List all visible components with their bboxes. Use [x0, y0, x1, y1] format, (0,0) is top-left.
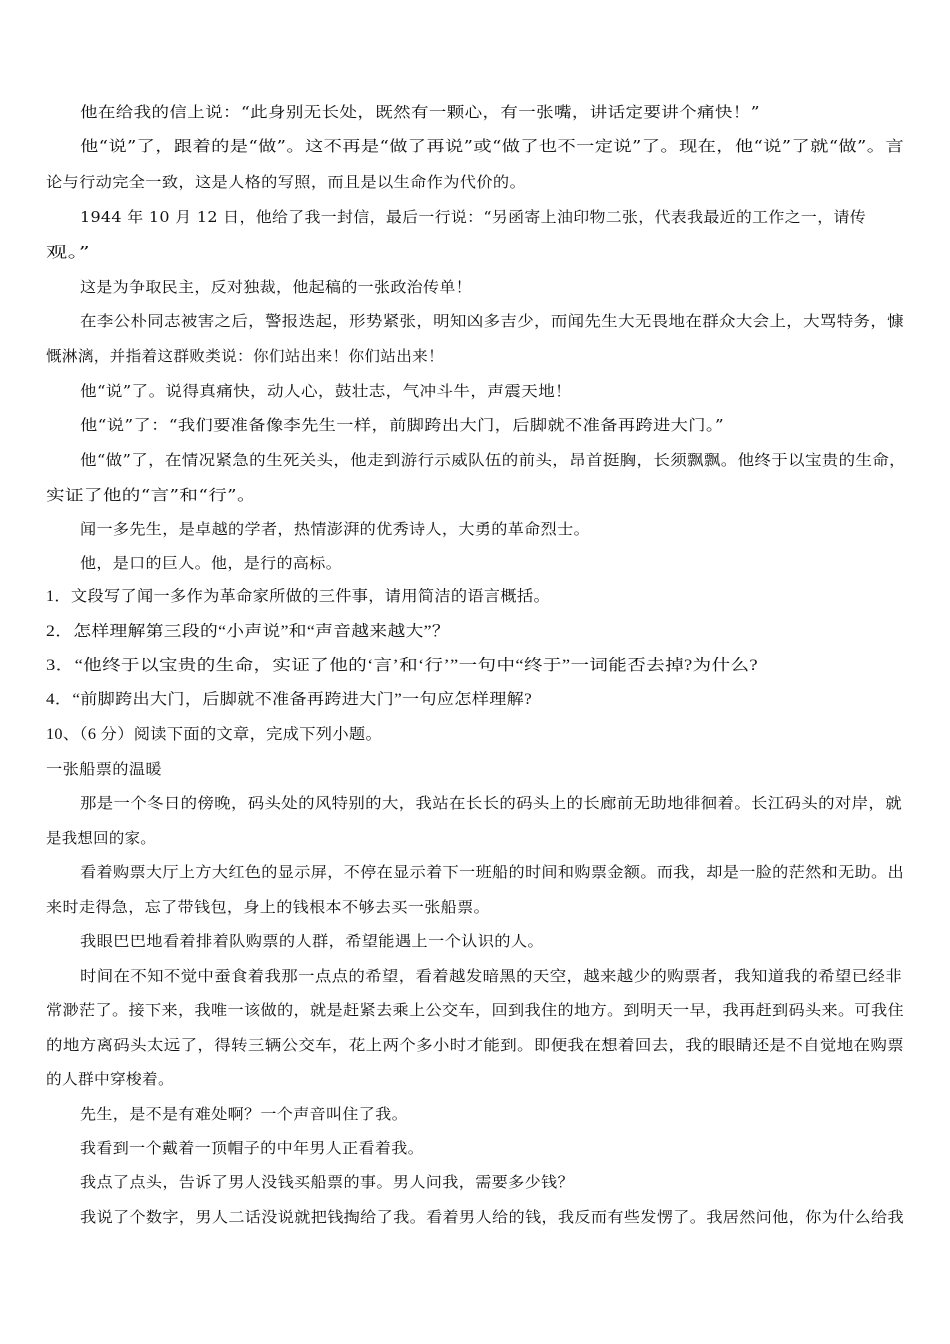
text-line: 1944 年 10 月 12 日，他给了我一封信，最后一行说：“另函寄上油印物二张，代表我最近的工作之一，请传: [80, 208, 866, 226]
text-line: 4．“前脚跨出大门，后脚就不准备再跨进大门”一句应怎样理解?: [46, 691, 532, 708]
text-line: 看着购票大厅上方大红色的显示屏，不停在显示着下一班船的时间和购票金额。而我，却是一脸的茫然和无助。出: [80, 863, 904, 881]
text-line: 是我想回的家。: [46, 829, 156, 847]
text-line: 闻一多先生，是卓越的学者，热情澎湃的优秀诗人，大勇的革命烈士。: [80, 520, 590, 538]
text-line: 我眼巴巴地看着排着队购票的人群，希望能遇上一个认识的人。: [80, 932, 544, 950]
text-line: 实证了他的“言”和“行”。: [46, 486, 256, 504]
text-line: 我点了点头，告诉了男人没钱买船票的事。男人问我，需要多少钱？: [80, 1173, 574, 1191]
text-line: 3．“他终于以宝贵的生命，实证了他的‘言’和‘行’”一句中“终于”一词能否去掉?为什么?: [46, 657, 758, 674]
text-line: 他“做”了，在情况紧急的生死关头，他走到游行示威队伍的前头，昂首挺胸，长须飘飘。他终于以宝贵的生命，: [80, 451, 906, 469]
text-line: 时间在不知不觉中蚕食着我那一点点的希望，看着越发暗黑的天空，越来越少的购票者，我知道我的希望已经非: [80, 967, 902, 985]
text-line: 2．怎样理解第三段的“小声说”和“声音越来越大”？: [46, 623, 450, 640]
text-line: 慨淋漓，并指着这群败类说：你们站出来！你们站出来！: [46, 347, 444, 365]
text-line: 论与行动完全一致，这是人格的写照，而且是以生命作为代价的。: [46, 173, 526, 191]
text-line: 观。”: [46, 243, 90, 261]
text-line: 10、（6 分）阅读下面的文章，完成下列小题。: [46, 726, 382, 743]
text-line: 先生，是不是有难处啊？一个声音叫住了我。: [80, 1105, 408, 1123]
text-line: 他“说”了。说得真痛快，动人心，鼓壮志，气冲斗牛，声震天地！: [80, 382, 572, 400]
text-line: 的地方离码头太远了，得转三辆公交车，花上两个多小时才能到。即便我在想着回去，我的眼睛还是不自觉地在购票: [46, 1036, 904, 1054]
text-line: 1．文段写了闻一多作为革命家所做的三件事，请用简洁的语言概括。: [46, 588, 550, 605]
text-line: 他在给我的信上说：“此身别无长处，既然有一颗心，有一张嘴，讲话定要讲个痛快！”: [80, 103, 760, 121]
text-line: 的人群中穿梭着。: [46, 1070, 174, 1088]
text-line: 来时走得急，忘了带钱包，身上的钱根本不够去买一张船票。: [46, 898, 490, 916]
text-line: 常渺茫了。接下来，我唯一该做的，就是赶紧去乘上公交车，回到我住的地方。到明天一早，我再赶到码头来。可我住: [46, 1001, 904, 1019]
text-line: 他，是口的巨人。他，是行的高标。: [80, 554, 342, 572]
text-line: 这是为争取民主，反对独裁，他起稿的一张政治传单！: [80, 278, 472, 296]
text-line: 我看到一个戴着一顶帽子的中年男人正看着我。: [80, 1139, 424, 1157]
text-line: 他“说”了：“我们要准备像李先生一样，前脚跨出大门，后脚就不准备再跨进大门。”: [80, 416, 724, 434]
text-line: 一张船票的温暖: [46, 760, 162, 778]
text-line: 他“说”了，跟着的是“做”。这不再是“做了再说”或“做了也不一定说”了。现在，他“说”了就“做”。言: [80, 137, 904, 155]
text-line: 在李公朴同志被害之后，警报迭起，形势紧张，明知凶多吉少，而闻先生大无畏地在群众大会上，大骂特务，慷: [80, 312, 904, 330]
text-line: 我说了个数字，男人二话没说就把钱掏给了我。看着男人给的钱，我反而有些发愣了。我居然问他，你为什么给我: [80, 1208, 904, 1226]
text-line: 那是一个冬日的傍晚，码头处的风特别的大，我站在长长的码头上的长廊前无助地徘徊着。长江码头的对岸，就: [80, 794, 902, 812]
